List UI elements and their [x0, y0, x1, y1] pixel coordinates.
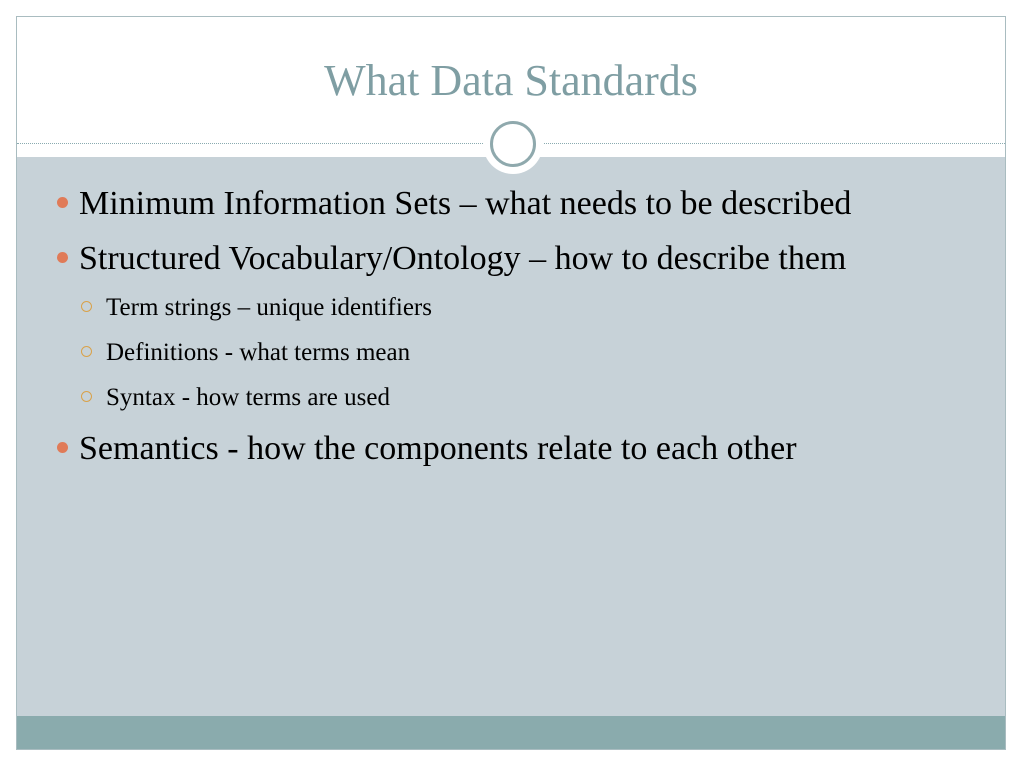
sub-bullet-item	[81, 339, 410, 367]
bullet-text: Structured Vocabulary/Ontology – how to describe them	[79, 240, 847, 277]
slide-title: What Data Standards	[324, 56, 698, 105]
sub-bullet-text: Syntax - how terms are used	[106, 384, 390, 411]
bullet-item	[57, 185, 851, 223]
slide	[16, 16, 1006, 750]
sub-bullet-text: Definitions - what terms mean	[106, 339, 411, 366]
bullet-dot-icon	[57, 197, 68, 208]
sub-bullet-circle-icon	[81, 301, 92, 312]
sub-bullet-item	[81, 384, 390, 412]
bullet-item	[57, 430, 797, 468]
ring-inner	[490, 121, 536, 167]
sub-bullet-item	[81, 294, 432, 322]
decorative-ring-icon	[483, 114, 543, 174]
sub-bullet-circle-icon	[81, 391, 92, 402]
bullet-dot-icon	[57, 252, 68, 263]
sub-bullet-text: Term strings – unique identifiers	[106, 294, 432, 321]
footer-band	[17, 716, 1005, 750]
bullet-text: Minimum Information Sets – what needs to be described	[79, 185, 852, 222]
bullet-item	[57, 240, 846, 278]
content-area	[17, 157, 1005, 716]
bullet-dot-icon	[57, 442, 68, 453]
sub-bullet-circle-icon	[81, 346, 92, 357]
bullet-text: Semantics - how the components relate to each other	[79, 430, 797, 467]
